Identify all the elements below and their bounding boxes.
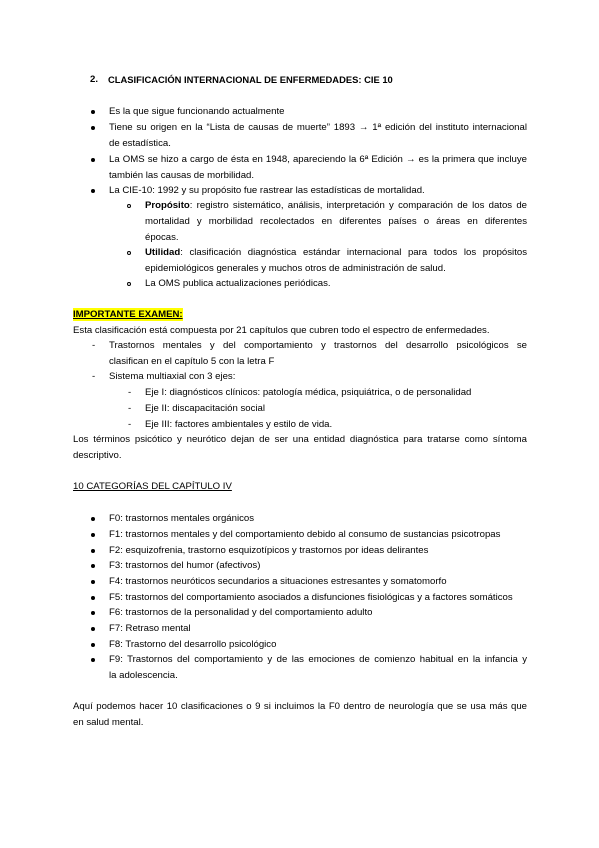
category-f9-cont: la adolescencia.	[109, 670, 178, 681]
utilidad-line-2: epidemiológicos generales y muchos otros de administración de salud.	[145, 263, 446, 274]
dash-marker: -	[92, 371, 96, 382]
category-f9: F9: Trastornos del comportamiento y de las emociones de comienzo habitual en la infancia y	[109, 654, 527, 665]
heading-number: 2.	[90, 74, 99, 85]
bullet-dot	[91, 549, 95, 553]
proposito-line-1	[145, 199, 527, 212]
dash-marker: -	[128, 387, 132, 398]
important-line-1: Esta clasificación está compuesta por 21 capítulos que cubren todo el espectro de enfermedades.	[73, 325, 490, 336]
important-closing-1: Los términos psicótico y neurótico dejan de ser una entidad diagnóstica para tratarse como síntoma	[73, 434, 527, 445]
intro-bullet-2-cont: de estadística.	[109, 138, 171, 149]
heading-title: CLASIFICACIÓN INTERNACIONAL DE ENFERMEDADES: CIE 10	[108, 74, 393, 85]
proposito-text: : registro sistemático, análisis, interpretación y comparación de los datos de	[189, 200, 527, 211]
final-line-1: Aquí podemos hacer 10 clasificaciones o 9 si incluimos la F0 dentro de neurología que se usa más que	[73, 701, 527, 712]
category-f4: F4: trastornos neuróticos secundarios a situaciones estresantes y somatomorfo	[109, 576, 447, 587]
dash-marker: -	[92, 340, 96, 351]
intro-bullet-1: Es la que sigue funcionando actualmente	[109, 106, 285, 117]
bullet-dot	[91, 596, 95, 600]
proposito-line-3: épocas.	[145, 232, 179, 243]
axis-3: Eje III: factores ambientales y estilo de vida.	[145, 419, 333, 430]
important-label: IMPORTANTE EXAMEN:	[73, 309, 183, 320]
important-closing-2: descriptivo.	[73, 450, 122, 461]
intro-bullet-2: Tiene su origen en la “Lista de causas de muerte” 1893 → 1ª edición del instituto internacional	[109, 122, 527, 133]
bullet-dot	[91, 533, 95, 537]
sub-bullet-circle	[127, 282, 131, 286]
bullet-dot	[91, 611, 95, 615]
important-dash-1: Trastornos mentales y del comportamiento y trastornos del desarrollo psicológicos se	[109, 340, 527, 351]
bullet-dot	[91, 564, 95, 568]
sub-bullet-circle	[127, 251, 131, 255]
utilidad-line-1	[145, 246, 527, 259]
bullet-dot	[91, 110, 95, 114]
important-dash-2: Sistema multiaxial con 3 ejes:	[109, 371, 236, 382]
intro-bullet-4: La CIE-10: 1992 y su propósito fue rastrear las estadísticas de mortalidad.	[109, 185, 425, 196]
utilidad-text: : clasificación diagnóstica estándar internacional para todos los propósitos	[180, 247, 527, 258]
bullet-dot	[91, 627, 95, 631]
bullet-dot	[91, 189, 95, 193]
intro-bullet-3: La OMS se hizo a cargo de ésta en 1948, apareciendo la 6ª Edición → es la primera que incluye	[109, 154, 527, 165]
category-f8: F8: Trastorno del desarrollo psicológico	[109, 639, 277, 650]
final-line-2: en salud mental.	[73, 717, 144, 728]
category-f1: F1: trastornos mentales y del comportamiento debido al consumo de sustancias psicotropas	[109, 529, 501, 540]
axis-1: Eje I: diagnósticos clínicos: patología médica, psiquiátrica, o de personalidad	[145, 387, 472, 398]
dash-marker: -	[128, 403, 132, 414]
bullet-dot	[91, 126, 95, 130]
sub-bullet-circle	[127, 204, 131, 208]
proposito-label: Propósito	[145, 200, 190, 211]
category-f0: F0: trastornos mentales orgánicos	[109, 513, 255, 524]
oms-line: La OMS publica actualizaciones periódicas.	[145, 278, 331, 289]
intro-bullet-3-cont: también las causas de morbilidad.	[109, 170, 255, 181]
utilidad-label: Utilidad	[145, 247, 181, 258]
category-f6: F6: trastornos de la personalidad y del comportamiento adulto	[109, 607, 373, 618]
axis-2: Eje II: discapacitación social	[145, 403, 265, 414]
bullet-dot	[91, 580, 95, 584]
dash-marker: -	[128, 419, 132, 430]
category-f3: F3: trastornos del humor (afectivos)	[109, 560, 261, 571]
category-f5: F5: trastornos del comportamiento asociados a disfunciones fisiológicas y a factores somáticos	[109, 592, 513, 603]
category-f2: F2: esquizofrenia, trastorno esquizotípicos y trastornos por ideas delirantes	[109, 545, 429, 556]
bullet-dot	[91, 517, 95, 521]
proposito-line-2: mortalidad y morbilidad recolectados en diferentes países o áreas en diferentes	[145, 216, 527, 227]
important-dash-1-cont: clasifican en el capítulo 5 con la letra F	[109, 356, 275, 367]
bullet-dot	[91, 643, 95, 647]
categories-title: 10 CATEGORÍAS DEL CAPÍTULO IV	[73, 481, 232, 492]
category-f7: F7: Retraso mental	[109, 623, 191, 634]
bullet-dot	[91, 658, 95, 662]
bullet-dot	[91, 158, 95, 162]
